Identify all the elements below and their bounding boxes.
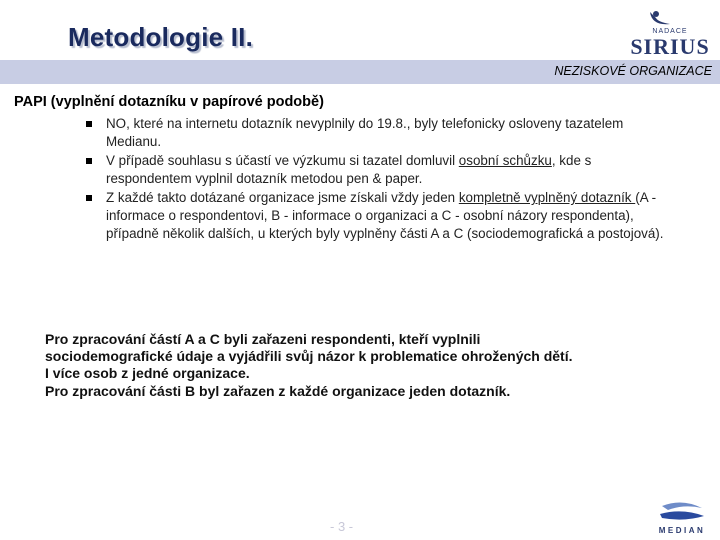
- bullet-square-icon: [86, 195, 92, 201]
- bullet-square-icon: [86, 121, 92, 127]
- bullet-text: V případě souhlasu s účastí ve výzkumu si tazatel domluvil: [106, 153, 459, 169]
- underlined-term: osobní schůzku: [458, 153, 552, 169]
- logo-name: SIRIUS: [630, 34, 710, 59]
- summary-line: Pro zpracování části B byl zařazen z každé organizace jeden dotazník.: [45, 382, 511, 399]
- summary-block: [45, 331, 685, 400]
- header-band: [0, 60, 720, 84]
- bullet-text: , kde s respondentem vyplnil dotazník metodou pen & paper.: [106, 153, 592, 186]
- bullet-text: (A - informace o respondentovi, B - informace o organizaci a C - osobní názory respondenta), případně několik dalších, u kterých byly vyplněny části A a C (sociodemografická a postojová).: [106, 190, 664, 241]
- list-item: [86, 115, 666, 150]
- list-item: [86, 152, 666, 187]
- underlined-term: kompletně vyplněný dotazník: [458, 190, 636, 206]
- sirius-logo: [628, 8, 712, 58]
- bullet-list: [86, 115, 666, 244]
- section-heading: PAPI (vyplnění dotazníku v papírové podobě): [14, 94, 324, 110]
- logo-caption: NADACE: [652, 28, 688, 35]
- median-logo-mark-icon: [648, 500, 716, 526]
- logo-swoosh-icon: [628, 8, 712, 30]
- summary-line: I více osob z jedné organizace.: [45, 365, 250, 382]
- band-label: NEZISKOVÉ ORGANIZACE: [554, 64, 712, 78]
- bullet-text: Z každé takto dotázané organizace jsme získali vždy jeden: [106, 190, 459, 206]
- summary-line: Pro zpracování částí A a C byli zařazeni respondenti, kteří vyplnili: [45, 331, 481, 347]
- page-title: Metodologie II.: [68, 22, 253, 52]
- median-logo: [648, 500, 716, 538]
- bullet-text: NO, které na internetu dotazník nevyplnily do 19.8., byly telefonicky osloveny tazatelem Medianu.: [106, 116, 624, 149]
- list-item: [86, 189, 666, 242]
- page-number: - 3 -: [330, 519, 354, 534]
- median-logo-text: MEDIAN: [658, 526, 706, 535]
- summary-line: sociodemografické údaje a vyjádřili svůj názor k problematice ohrožených dětí.: [45, 348, 573, 365]
- bullet-square-icon: [86, 158, 92, 164]
